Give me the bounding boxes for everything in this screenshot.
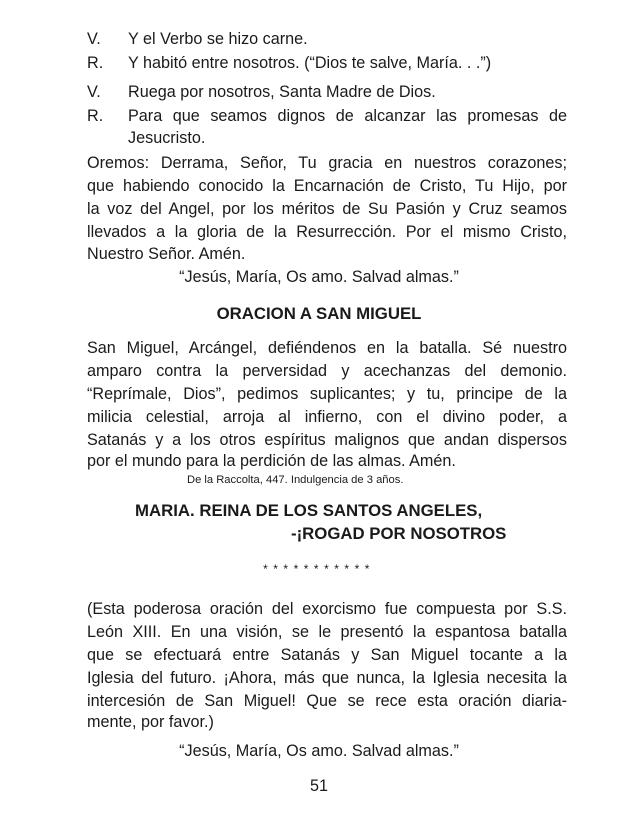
paragraph-line: Satanás y a los otros espíritus malignos que andan dispersos [87, 431, 567, 449]
paragraph-line: que habiendo conocido la Encarnación de Cristo, Tu Hijo, por [87, 177, 567, 195]
response-text: Para que seamos dignos de alcanzar las promesas de [128, 107, 567, 125]
response-continuation: Jesucristo. [128, 129, 206, 147]
paragraph-line: León XIII. En una visión, se le presentó la espantosa batalla [87, 623, 567, 641]
paragraph-line: Oremos: Derrama, Señor, Tu gracia en nuestros corazones; [87, 154, 567, 172]
versicle-text: Ruega por nosotros, Santa Madre de Dios. [128, 83, 436, 101]
source-note: De la Raccolta, 447. Indulgencia de 3 años. [187, 474, 404, 486]
versicle-1 [87, 29, 567, 49]
note-paragraph [87, 598, 567, 713]
ejaculation-quote: “Jesús, María, Os amo. Salvad almas.” [179, 742, 459, 760]
paragraph-line: San Miguel, Arcángel, defiéndenos en la batalla. Sé nuestro [87, 339, 567, 357]
versicle-label: V. [87, 83, 101, 101]
paragraph-line: la voz del Angel, por los méritos de Su Pasión y Cruz seamos [87, 200, 567, 218]
paragraph-line: amparo contra la perversidad y acechanzas del demonio. [87, 362, 567, 380]
response-label: R. [87, 107, 104, 125]
response-2 [87, 106, 567, 126]
paragraph-line: “Reprímale, Dios”, pedimos suplicantes; y tu, principe de la [87, 385, 567, 403]
paragraph-line: intercesión de San Miguel! Que se rece esta oración diaria- [87, 692, 567, 710]
paragraph-last-line: Nuestro Señor. Amén. [87, 245, 246, 263]
section-title: ORACION A SAN MIGUEL [216, 304, 422, 323]
invocation-line-1: MARIA. REINA DE LOS SANTOS ANGELES, [135, 501, 483, 520]
paragraph-line: Iglesia del futuro. ¡Ahora, más que nunca, la Iglesia necesita la [87, 669, 567, 687]
response-1 [87, 53, 567, 73]
paragraph-line: llevados a la gloria de la Resurrección. Por el mismo Cristo, [87, 223, 567, 241]
invocation-line-2: -¡ROGAD POR NOSOTROS [291, 524, 507, 543]
star-separator: *********** [263, 562, 375, 576]
paragraph-line: milicia celestial, arroja al infierno, con el divino poder, a [87, 408, 567, 426]
paragraph-last-line: mente, por favor.) [87, 713, 214, 731]
response-text: Y habitó entre nosotros. (“Dios te salve, María. . .”) [128, 54, 492, 72]
page-number: 51 [309, 777, 328, 795]
versicle-label: V. [87, 30, 101, 48]
oremos-paragraph [87, 152, 567, 244]
paragraph-line: (Esta poderosa oración del exorcismo fue compuesta por S.S. [87, 600, 567, 618]
san-miguel-prayer [87, 337, 567, 452]
paragraph-last-line: por el mundo para la perdición de las almas. Amén. [87, 452, 456, 470]
paragraph-line: que se efectuará entre Satanás y San Miguel tocante a la [87, 646, 567, 664]
response-label: R. [87, 54, 104, 72]
versicle-text: Y el Verbo se hizo carne. [128, 30, 308, 48]
versicle-2 [87, 82, 567, 102]
ejaculation-quote: “Jesús, María, Os amo. Salvad almas.” [179, 268, 459, 286]
